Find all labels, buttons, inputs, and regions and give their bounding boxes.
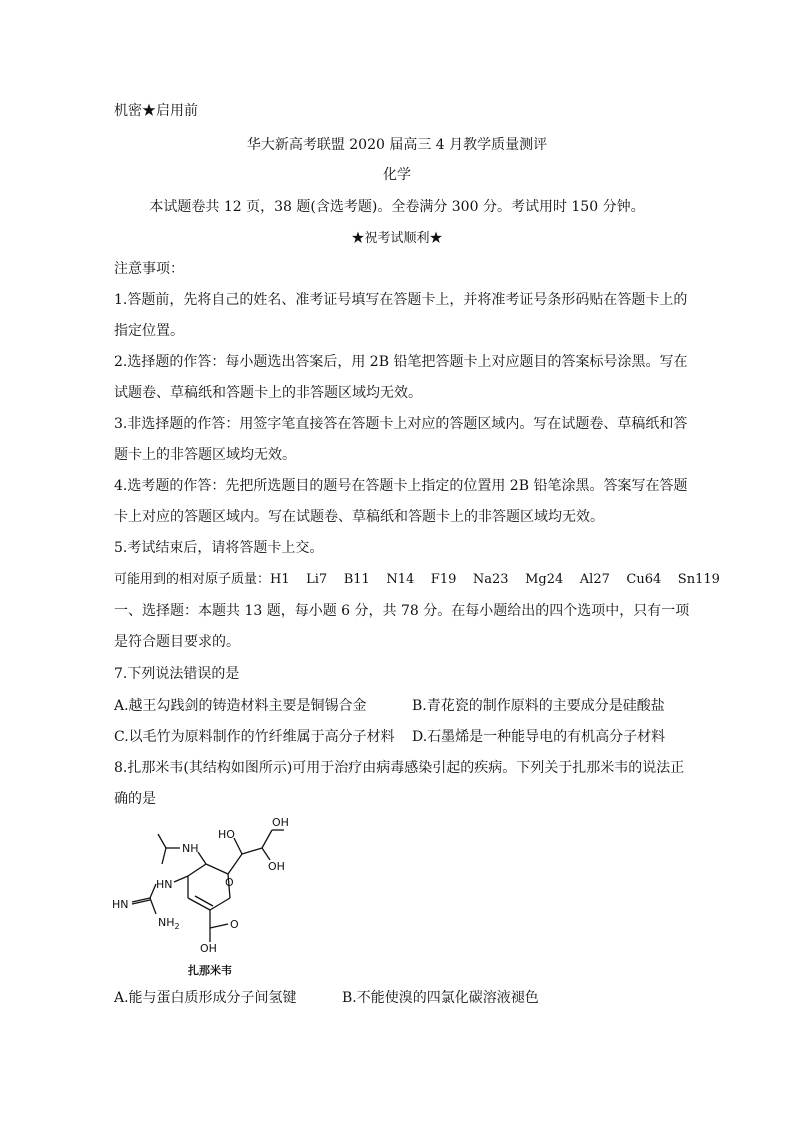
atomic-masses: 可能用到的相对原子质量：H1 Li7 B11 N14 F19 Na23 Mg24 Al27 Cu64 Sn119 [114,572,720,587]
label-acid-o: O [230,918,239,931]
notice-line: 1.答题前，先将自己的姓名、准考证号填写在答题卡上，并将准考证号条形码贴在答题卡上的 [114,292,688,308]
label-ho: HO [218,828,235,841]
notice-line: 3.非选择题的作答：用签字笔直接答在答题卡上对应的答题区域内。写在试题卷、草稿纸和答 [114,416,688,432]
label-hn: HN [156,878,173,891]
good-luck-wish: ★祝考试顺利★ [351,231,443,246]
secret-label: 机密★启用前 [114,103,198,119]
q8-option-b: B.不能使溴的四氯化碳溶液褪色 [342,990,539,1006]
section1-instruction: 是符合题目要求的。 [114,634,240,650]
q7-option-a: A.越王勾践剑的铸造材料主要是铜锡合金 [114,698,367,714]
notice-line: 试题卷、草稿纸和答题卡上的非答题区域均无效。 [114,385,422,401]
label-acid-oh: OH [200,942,217,955]
subject-title: 化学 [383,167,411,183]
notice-line: 题卡上的非答题区域均无效。 [114,447,296,463]
label-nh2-main: NH [158,916,175,929]
q7-option-c: C.以毛竹为原料制作的竹纤维属于高分子材料 [114,729,395,745]
label-nh2-subscript: 2 [174,922,180,931]
q7-option-b: B.青花瓷的制作原料的主要成分是硅酸盐 [412,698,665,714]
notice-line: 指定位置。 [114,323,184,339]
label-nh2 [158,916,180,931]
q8-option-a: A.能与蛋白质形成分子间氢键 [114,990,297,1006]
label-hn: HN [112,898,129,911]
structure-caption: 扎那米韦 [188,964,232,977]
q8-stem: 确的是 [114,791,156,807]
label-oh: OH [268,860,285,873]
zanamivir-structure-figure [110,808,290,978]
label-nh: NH [182,842,199,855]
q7-option-d: D.石墨烯是一种能导电的有机高分子材料 [412,729,666,745]
notice-line: 5.考试结束后，请将答题卡上交。 [114,540,324,556]
q7-stem: 7.下列说法错误的是 [114,666,240,682]
notice-line: 4.选考题的作答：先把所选题目的题号在答题卡上指定的位置用 2B 铅笔涂黑。答案写在答题 [114,478,688,494]
notice-line: 卡上对应的答题区域内。写在试题卷、草稿纸和答题卡上的非答题区域均无效。 [114,509,604,525]
notice-line: 2.选择题的作答：每小题选出答案后，用 2B 铅笔把答题卡上对应题目的答案标号涂黑。写在 [114,354,688,370]
exam-title: 华大新高考联盟 2020 届高三 4 月教学质量测评 [246,137,548,153]
exam-intro: 本试题卷共 12 页，38 题(含选考题)。全卷满分 300 分。考试用时 150 分钟。 [149,199,645,215]
label-oh: OH [272,816,289,829]
section1-instruction: 一、选择题：本题共 13 题，每小题 6 分，共 78 分。在每小题给出的四个选项中，只有一项 [114,603,690,619]
q8-stem: 8.扎那米韦(其结构如图所示)可用于治疗由病毒感染引起的疾病。下列关于扎那米韦的说法正 [114,760,685,776]
notice-heading: 注意事项： [114,261,184,277]
label-ring-o: O [225,876,234,889]
